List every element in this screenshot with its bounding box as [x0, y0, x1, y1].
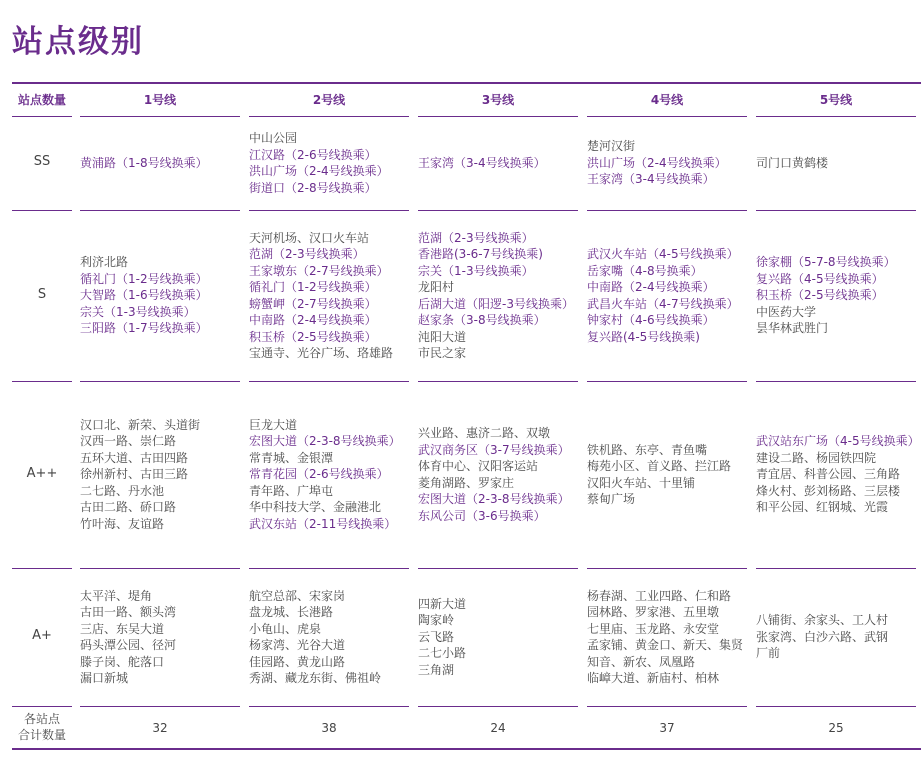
station-cell — [587, 246, 739, 345]
row-separator — [418, 568, 578, 569]
station-name: 楚河汉街 — [587, 139, 636, 154]
row-separator — [587, 568, 747, 569]
station-name: 二七路、丹水池 — [80, 483, 165, 498]
transfer-station: 中南路（2-4号线换乘） — [587, 280, 715, 294]
transfer-station: 赵家条（3-8号线换乘） — [418, 313, 546, 327]
station-name: 杨家湾、光谷大道 — [249, 638, 346, 652]
station-name: 利济北路 — [80, 255, 129, 270]
row-separator — [80, 210, 240, 211]
station-name: 蔡甸广场 — [587, 492, 636, 506]
station-name: 昙华林武胜门 — [756, 321, 829, 336]
row-separator — [12, 210, 72, 211]
transfer-station: 岳家嘴（4-8号换乘） — [587, 263, 703, 278]
transfer-station: 黄浦路（1-8号线换乘） — [80, 155, 208, 170]
station-cell — [756, 254, 896, 337]
station-name: 园林路、罗家港、五里墩 — [587, 605, 720, 619]
station-name: 沌阳大道 — [418, 329, 467, 344]
station-name: 知音、新农、凤凰路 — [587, 654, 696, 669]
table-top-rule — [12, 82, 921, 84]
total-count-label-line1: 各站点 — [23, 712, 60, 726]
row-separator — [756, 210, 916, 211]
station-cell — [587, 588, 743, 687]
row-separator — [756, 116, 916, 117]
row-level-label: A++ — [26, 465, 58, 481]
transfer-station: 王家湾（3-4号线换乘） — [587, 172, 715, 187]
transfer-station: 宗关（1-3号线换乘） — [418, 263, 534, 278]
transfer-station: 王家湾（3-4号线换乘） — [418, 155, 546, 170]
transfer-station: 徐家棚（5-7-8号线换乘） — [756, 255, 896, 270]
station-name: 汉西一路、崇仁路 — [80, 434, 177, 449]
station-name: 杨春湖、工业四路、仁和路 — [587, 588, 732, 603]
row-separator — [587, 210, 747, 211]
station-name: 龙阳村 — [418, 280, 455, 294]
station-cell — [756, 433, 920, 516]
station-name: 华中科技大学、金融港北 — [249, 500, 382, 515]
station-name: 徐州新村、古田三路 — [80, 467, 189, 482]
station-name: 司门口黄鹤楼 — [756, 155, 829, 170]
row-separator — [249, 116, 409, 117]
station-name: 码头潭公园、径河 — [80, 638, 177, 652]
station-name: 巨龙大道 — [249, 417, 298, 432]
station-name: 兴业路、惠济二路、双墩 — [418, 426, 551, 440]
transfer-station: 宏图大道（2-3-8号线换乘） — [418, 492, 570, 506]
station-cell — [756, 155, 828, 172]
row-separator — [587, 116, 747, 117]
station-name: 四新大道 — [418, 596, 467, 611]
row-separator — [249, 381, 409, 382]
station-cell — [756, 612, 888, 662]
transfer-station: 后湖大道（阳逻-3号线换乘） — [418, 296, 574, 311]
transfer-station: 江汉路（2-6号线换乘） — [249, 147, 377, 162]
station-cell — [418, 596, 466, 679]
station-name: 三角湖 — [418, 662, 455, 677]
station-name: 滕子岗、舵落口 — [80, 654, 165, 669]
station-name: 青宜居、科普公园、三角路 — [756, 467, 901, 482]
row-separator — [587, 706, 747, 707]
transfer-station: 三阳路（1-7号线换乘） — [80, 321, 208, 336]
transfer-station: 洪山广场（2-4号线换乘） — [587, 155, 727, 170]
station-cell — [249, 417, 401, 533]
station-cell — [587, 138, 727, 188]
station-cell — [80, 417, 200, 533]
station-name: 盘龙城、长港路 — [249, 605, 334, 619]
station-name: 漏口新城 — [80, 671, 129, 685]
row-separator — [80, 706, 240, 707]
total-count-line-1: 32 — [152, 721, 168, 735]
station-name: 临嶂大道、新庙村、柏林 — [587, 671, 720, 685]
transfer-station: 东风公司（3-6号换乘） — [418, 508, 546, 523]
station-name: 铁机路、东亭、青鱼嘴 — [587, 442, 708, 457]
row-separator — [12, 116, 72, 117]
station-name: 小龟山、虎泉 — [249, 621, 322, 636]
row-separator — [249, 706, 409, 707]
total-count-line-4: 37 — [659, 721, 675, 735]
station-name: 青年路、广埠屯 — [249, 483, 334, 498]
transfer-station: 积玉桥（2-5号线换乘） — [756, 288, 884, 303]
station-name: 秀湖、藏龙东街、佛祖岭 — [249, 671, 382, 685]
total-count-label-line2: 合计数量 — [17, 728, 66, 742]
station-name: 竹叶海、友谊路 — [80, 516, 165, 531]
transfer-station: 武汉商务区（3-7号线换乘） — [418, 442, 570, 457]
header-line-4: 4号线 — [650, 93, 684, 107]
header-line-3: 3号线 — [481, 93, 515, 107]
transfer-station: 复兴路(4-5号线换乘) — [587, 329, 700, 344]
station-name: 建设二路、杨园铁四院 — [756, 450, 877, 465]
transfer-station: 钟家村（4-6号线换乘） — [587, 313, 715, 327]
station-cell — [418, 230, 574, 362]
transfer-station: 积玉桥（2-5号线换乘） — [249, 329, 377, 344]
station-name: 八铺街、余家头、工人村 — [756, 613, 889, 628]
row-separator — [587, 381, 747, 382]
station-name: 陶家岭 — [418, 613, 455, 628]
station-name: 太平洋、堤角 — [80, 588, 153, 603]
station-cell — [249, 230, 393, 362]
row-separator — [249, 210, 409, 211]
transfer-station: 循礼门（1-2号线换乘） — [249, 280, 377, 294]
station-name: 菱角湖路、罗家庄 — [418, 475, 515, 490]
station-name: 和平公园、红钢城、光霞 — [756, 500, 889, 515]
row-separator — [12, 706, 72, 707]
transfer-station: 街道口（2-8号线换乘） — [249, 180, 377, 195]
row-separator — [418, 706, 578, 707]
transfer-station: 螃蟹岬（2-7号线换乘） — [249, 296, 377, 311]
station-name: 天河机场、汉口火车站 — [249, 230, 370, 245]
station-cell — [418, 155, 546, 172]
station-cell — [249, 588, 381, 687]
row-level-label: SS — [33, 154, 51, 169]
row-separator — [80, 568, 240, 569]
row-separator — [249, 568, 409, 569]
header-line-5: 5号线 — [819, 93, 853, 107]
station-name: 孟家铺、黄金口、新天、集贤 — [587, 638, 744, 652]
transfer-station: 王家墩东（2-7号线换乘） — [249, 263, 389, 278]
station-name: 烽火村、彭刘杨路、三层楼 — [756, 483, 901, 498]
station-cell — [249, 130, 389, 196]
station-name: 梅苑小区、首义路、拦江路 — [587, 459, 732, 473]
station-name: 云飞路 — [418, 629, 455, 644]
row-separator — [12, 568, 72, 569]
header-line-2: 2号线 — [312, 93, 346, 107]
station-cell — [80, 254, 208, 337]
total-count-label — [12, 711, 72, 743]
station-name: 中山公园 — [249, 131, 298, 145]
table-bottom-rule — [12, 748, 921, 750]
transfer-station: 武昌火车站（4-7号线换乘） — [587, 296, 739, 311]
row-separator — [418, 116, 578, 117]
transfer-station: 宗关（1-3号线换乘） — [80, 304, 196, 319]
transfer-station: 武汉站东广场（4-5号线换乘） — [756, 434, 920, 449]
header-line-1: 1号线 — [143, 93, 177, 107]
page-title: 站点级别 — [12, 24, 144, 60]
station-cell — [587, 442, 731, 508]
row-separator — [12, 381, 72, 382]
row-level-label: S — [37, 286, 47, 302]
transfer-station: 常青花园（2-6号线换乘） — [249, 467, 389, 482]
transfer-station: 中南路（2-4号线换乘） — [249, 313, 377, 327]
station-name: 佳园路、黄龙山路 — [249, 654, 346, 669]
station-name: 二七小路 — [418, 646, 467, 661]
transfer-station: 循礼门（1-2号线换乘） — [80, 271, 208, 286]
transfer-station: 范湖（2-3号线换乘） — [418, 230, 534, 245]
station-name: 七里庙、玉龙路、永安堂 — [587, 621, 720, 636]
station-name: 古田二路、硚口路 — [80, 500, 177, 515]
row-separator — [418, 210, 578, 211]
row-separator — [80, 381, 240, 382]
transfer-station: 宏图大道（2-3-8号线换乘） — [249, 434, 401, 449]
station-name: 常青城、金银潭 — [249, 450, 334, 465]
transfer-station: 武汉火车站（4-5号线换乘） — [587, 247, 739, 261]
station-name: 宝通寺、光谷广场、珞雄路 — [249, 346, 394, 360]
transfer-station: 大智路（1-6号线换乘） — [80, 288, 208, 303]
station-name: 古田一路、额头湾 — [80, 605, 177, 619]
station-name: 三店、东吴大道 — [80, 621, 165, 636]
total-count-line-5: 25 — [828, 721, 844, 735]
station-name: 体育中心、汉阳客运站 — [418, 459, 539, 473]
station-name: 航空总部、宋家岗 — [249, 588, 346, 603]
station-name: 厂前 — [756, 646, 781, 661]
station-cell — [80, 155, 208, 172]
row-separator — [756, 706, 916, 707]
station-name: 汉阳火车站、十里铺 — [587, 475, 696, 490]
station-cell — [418, 425, 570, 524]
header-station-count: 站点数量 — [17, 93, 66, 107]
transfer-station: 范湖（2-3号线换乘） — [249, 247, 365, 261]
total-count-line-3: 24 — [490, 721, 506, 735]
total-count-line-2: 38 — [321, 721, 337, 735]
station-name: 五环大道、古田四路 — [80, 450, 189, 465]
row-separator — [756, 381, 916, 382]
station-name: 张家湾、白沙六路、武钢 — [756, 629, 889, 644]
transfer-station: 洪山广场（2-4号线换乘） — [249, 164, 389, 178]
transfer-station: 香港路(3-6-7号线换乘) — [418, 247, 543, 261]
row-separator — [756, 568, 916, 569]
transfer-station: 武汉东站（2-11号线换乘） — [249, 516, 397, 531]
row-separator — [80, 116, 240, 117]
station-cell — [80, 588, 176, 687]
row-separator — [418, 381, 578, 382]
station-name: 中医药大学 — [756, 304, 817, 319]
row-level-label: A+ — [32, 628, 52, 643]
station-name: 汉口北、新荣、头道街 — [80, 417, 201, 432]
transfer-station: 复兴路（4-5号线换乘） — [756, 271, 884, 286]
station-name: 市民之家 — [418, 346, 467, 360]
